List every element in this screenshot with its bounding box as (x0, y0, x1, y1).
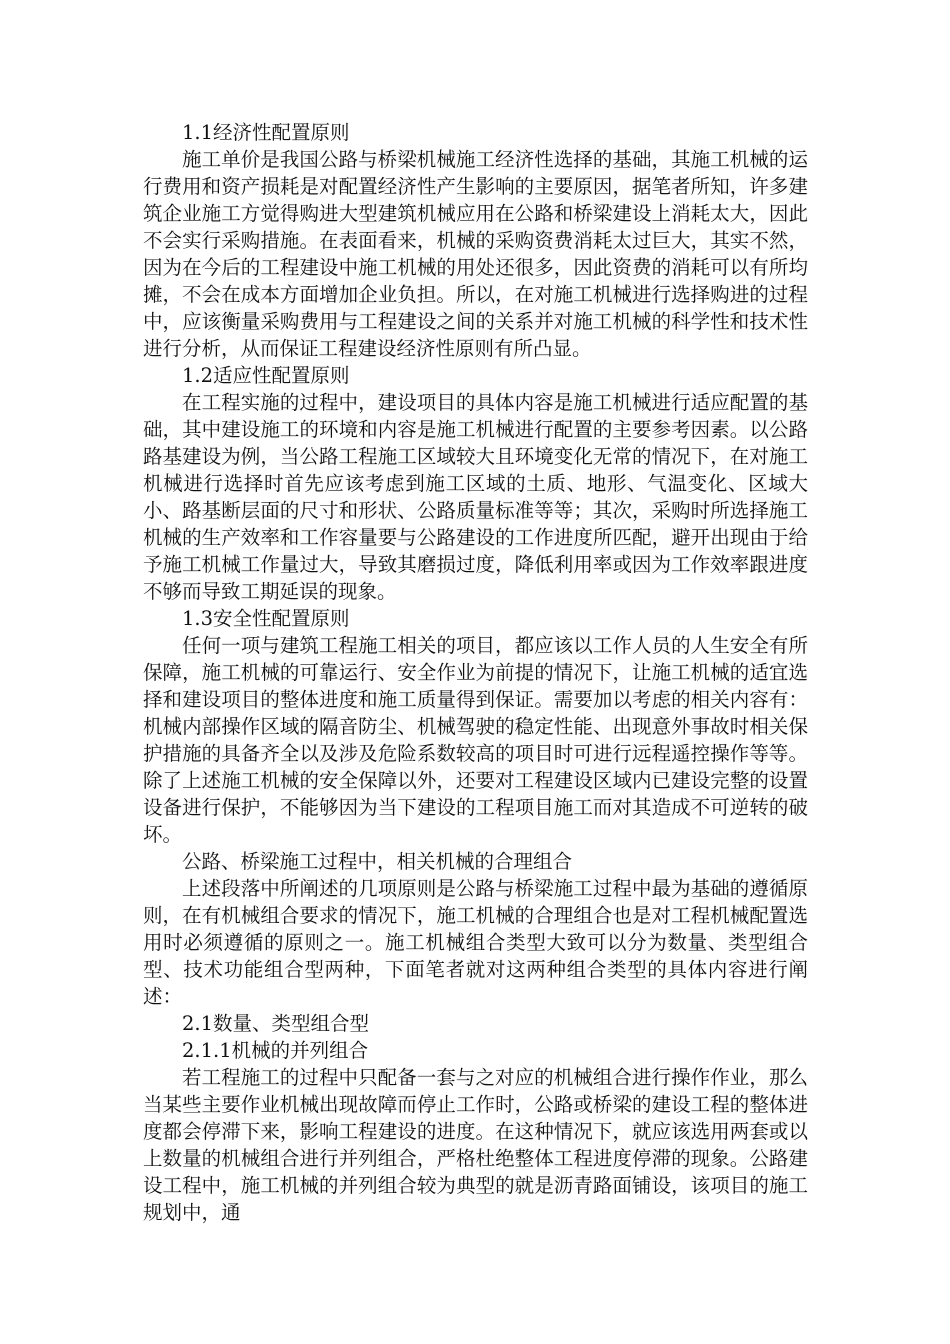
section-heading-1-3: 1.3安全性配置原则 (182, 607, 350, 630)
paragraph-adaptability: 在工程实施的过程中，建设项目的具体内容是施工机械进行适应配置的基础，其中建设施工的环境和内容是施工机械进行配置的主要参考因素。以公路路基建设为例，当公路工程施工区域较大且环境变化无常的情况下，在对施工机械进行选择时首先应该考虑到施工区域的土质、地形、气温变化、区域大小、路基断层面的尺寸和形状、公路质量标准等等；其次，采购时所选择施工机械的生产效率和工作容量要与公路建设的工作进度所匹配，避开出现由于给予施工机械工作量过大，导致其磨损过度，降低利用率或因为工作效率跟进度不够而导致工期延误的现象。 (143, 391, 808, 603)
paragraph-parallel-combination: 若工程施工的过程中只配备一套与之对应的机械组合进行操作作业，那么当某些主要作业机械出现故障而停止工作时，公路或桥梁的建设工程的整体进度都会停滞下来，影响工程建设的进度。在这种情况下，就应该选用两套或以上数量的机械组合进行并列组合，严格杜绝整体工程进度停滞的现象。公路建设工程中，施工机械的并列组合较为典型的就是沥青路面铺设，该项目的施工规划中，通 (143, 1066, 808, 1224)
section-heading-2-1: 2.1数量、类型组合型 (182, 1012, 370, 1035)
section-heading-machine-combination: 公路、桥梁施工过程中，相关机械的合理组合 (182, 850, 573, 873)
section-heading-1-1: 1.1经济性配置原则 (182, 121, 350, 144)
document-body (143, 119, 808, 1226)
section-heading-1-2: 1.2适应性配置原则 (182, 364, 350, 387)
paragraph-safety: 任何一项与建筑工程施工相关的项目，都应该以工作人员的人生安全有所保障，施工机械的可靠运行、安全作业为前提的情况下，让施工机械的适宜选择和建设项目的整体进度和施工质量得到保证。需要加以考虑的相关内容有：机械内部操作区域的隔音防尘、机械驾驶的稳定性能、出现意外事故时相关保护措施的具备齐全以及涉及危险系数较高的项目时可进行远程遥控操作等等。除了上述施工机械的安全保障以外，还要对工程建设区域内已建设完整的设置设备进行保护，不能够因为当下建设的工程项目施工而对其造成不可逆转的破坏。 (143, 634, 808, 846)
paragraph-economic: 施工单价是我国公路与桥梁机械施工经济性选择的基础，其施工机械的运行费用和资产损耗是对配置经济性产生影响的主要原因，据笔者所知，许多建筑企业施工方觉得购进大型建筑机械应用在公路和桥梁建设上消耗太大，因此不会实行采购措施。在表面看来，机械的采购资费消耗太过巨大，其实不然，因为在今后的工程建设中施工机械的用处还很多，因此资费的消耗可以有所均摊，不会在成本方面增加企业负担。所以，在对施工机械进行选择购进的过程中，应该衡量采购费用与工程建设之间的关系并对施工机械的科学性和技术性进行分析，从而保证工程建设经济性原则有所凸显。 (143, 148, 808, 360)
section-heading-2-1-1: 2.1.1机械的并列组合 (182, 1039, 369, 1062)
paragraph-combination-intro: 上述段落中所阐述的几项原则是公路与桥梁施工过程中最为基础的遵循原则，在有机械组合要求的情况下，施工机械的合理组合也是对工程机械配置选用时必须遵循的原则之一。施工机械组合类型大致可以分为数量、类型组合型、技术功能组合型两种，下面笔者就对这两种组合类型的具体内容进行阐述： (143, 877, 808, 1008)
